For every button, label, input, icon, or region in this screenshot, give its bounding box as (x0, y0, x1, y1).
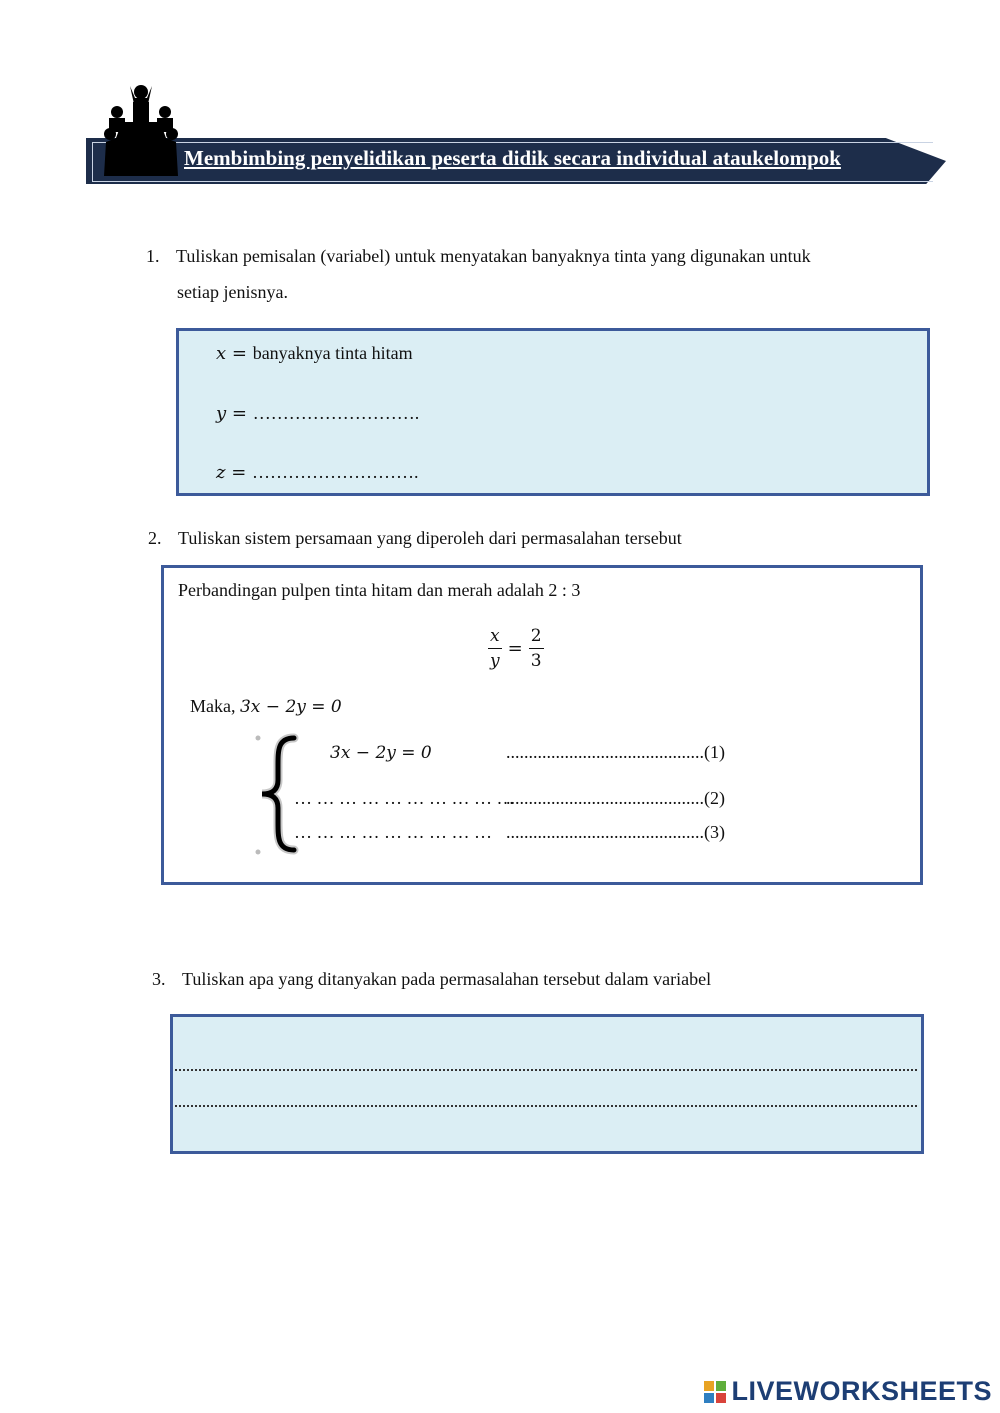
system-eq-2-blank[interactable]: … … … … … … … … … … (294, 788, 515, 808)
maka-line: Maka, 3x − 2y = 0 (190, 696, 342, 717)
fraction-2-over-3: $\frac{2}{3}$ (530, 626, 542, 671)
question-3-number: 3. (152, 969, 166, 989)
brand-text: LIVEWORKSHEETS (731, 1376, 992, 1406)
system-eq-1: 3x − 2y = 0 (330, 743, 432, 763)
answer-line-1[interactable] (175, 1069, 917, 1071)
var-y: y (216, 403, 227, 424)
ratio-fraction: $\frac{x}{y}$ = $\frac{2}{3}$ (489, 626, 542, 671)
question-1 (146, 238, 924, 310)
var-y-blank[interactable]: ………………………. (252, 403, 420, 423)
variable-z-line: z = ………………………. (216, 462, 419, 483)
group-leader-icon (100, 82, 182, 178)
question-1-number: 1. (146, 246, 160, 266)
ratio-intro: Perbandingan pulpen tinta hitam dan merah adalah 2 : 3 (178, 580, 581, 600)
fraction-x-over-y: $\frac{x}{y}$ (489, 626, 500, 671)
liveworksheets-logo (703, 1376, 992, 1407)
answer-box-3 (170, 1014, 924, 1154)
system-eq-3-blank[interactable]: … … … … … … … … … (294, 822, 492, 842)
maka-equation: 3x − 2y = 0 (239, 697, 342, 717)
system-eq-3-label: ............................................(3) (506, 822, 725, 842)
question-2-text: Tuliskan sistem persamaan yang diperoleh dari permasalahan tersebut (178, 528, 682, 548)
header-title: Membimbing penyelidikan peserta didik secara individual ataukelompok (184, 146, 841, 170)
liveworksheets-icon (703, 1380, 727, 1404)
system-eq-1-label: ............................................(1) (506, 742, 725, 762)
variable-x-line: x = banyaknya tinta hitam (216, 343, 413, 364)
answer-box-1 (176, 328, 930, 496)
var-z-blank[interactable]: ………………………. (252, 462, 419, 482)
question-1-text-line1: Tuliskan pemisalan (variabel) untuk menyatakan banyaknya tinta yang digunakan untuk (176, 246, 811, 266)
answer-line-2[interactable] (175, 1105, 917, 1107)
var-x: x (216, 343, 227, 364)
variable-y-line: y = ………………………. (216, 403, 420, 424)
question-3 (152, 961, 711, 997)
question-2 (148, 520, 682, 556)
system-eq-2-label: ............................................(2) (506, 788, 725, 808)
question-3-text: Tuliskan apa yang ditanyakan pada permasalahan tersebut dalam variabel (182, 969, 712, 989)
var-x-definition: banyaknya tinta hitam (252, 343, 413, 363)
answer-box-2 (161, 565, 923, 885)
question-2-number: 2. (148, 528, 162, 548)
var-z: z (216, 462, 226, 483)
question-1-text-line2: setiap jenisnya. (177, 282, 288, 302)
